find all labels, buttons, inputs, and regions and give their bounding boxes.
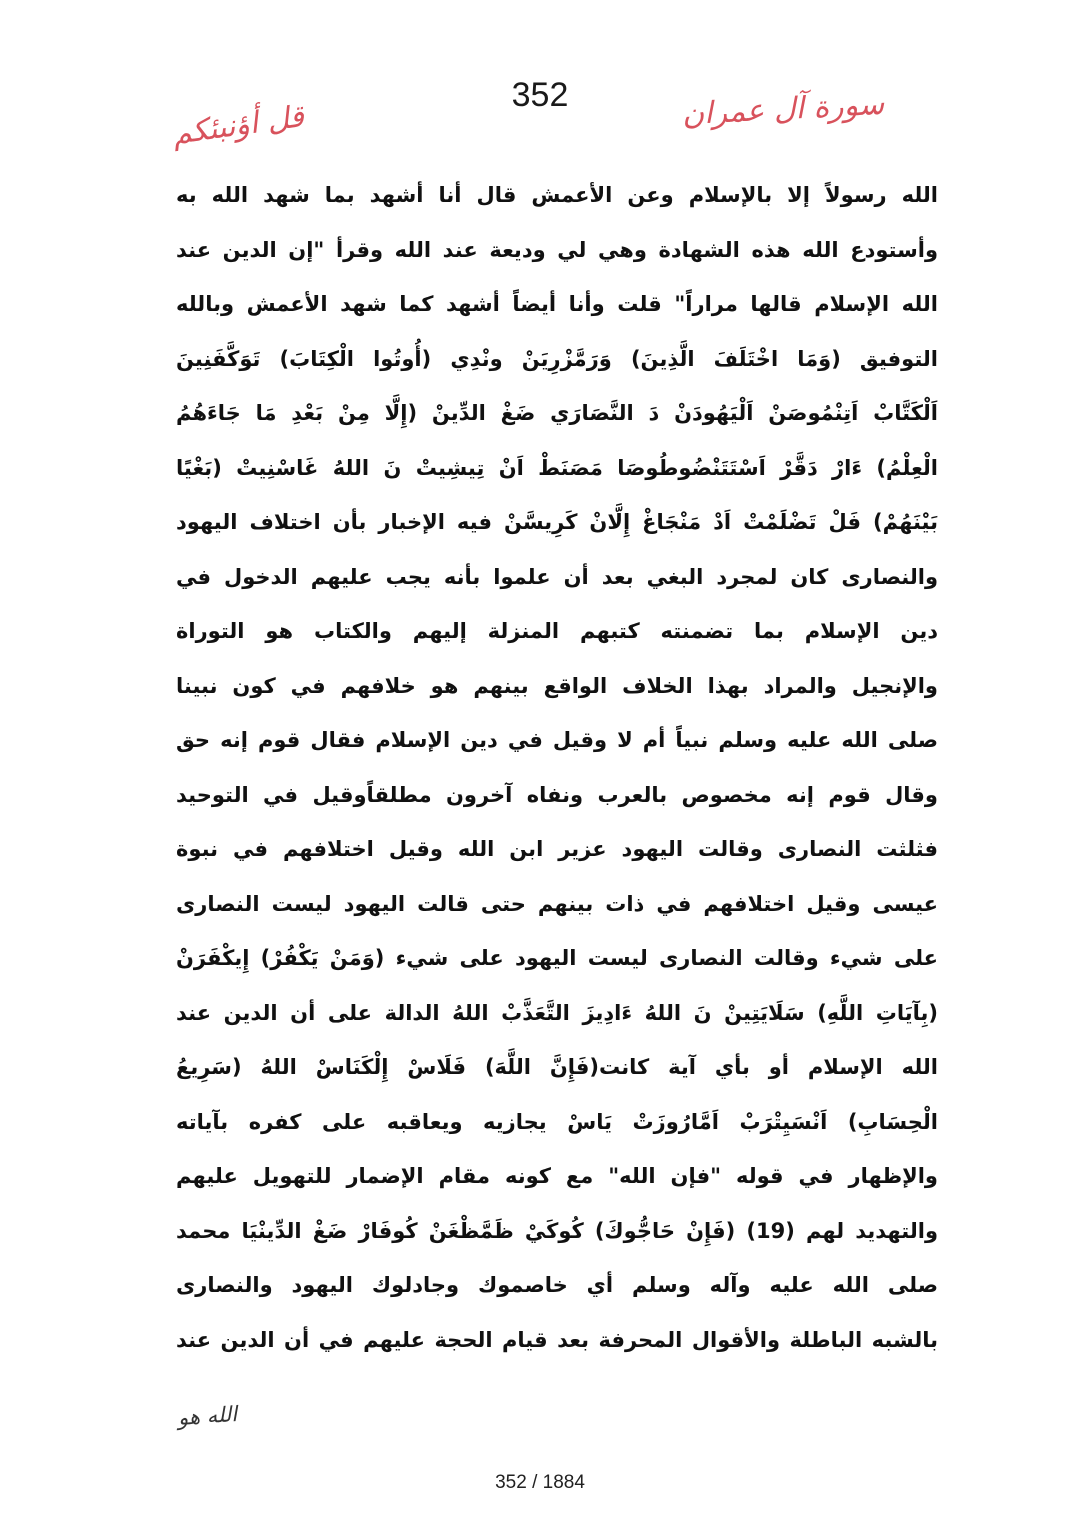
text-line: والإنجيل والمراد بهذا الخلاف الواقع بينهم هو خلافهم في كون نبينا bbox=[176, 673, 938, 698]
page-counter: 352 / 1884 bbox=[495, 1472, 585, 1493]
margin-note-surah: سورة آل عمران bbox=[681, 86, 885, 133]
text-line: وأستودع الله هذه الشهادة وهي لي وديعة عند الله وقرأ "إن الدين عند bbox=[176, 237, 938, 262]
text-line: والنصارى كان لمجرد البغي بعد أن علموا بأنه يجب عليهم الدخول في bbox=[176, 564, 938, 589]
text-line: الله الإسلام قالها مراراً" قلت وأنا أيضاً أشهد كما شهد الأعمش وبالله bbox=[176, 292, 938, 316]
text-line: صلى الله عليه وآله وسلم أي خاصموك وجادلوك اليهود والنصارى bbox=[176, 1273, 938, 1297]
text-line: والتهديد لهم (19) (فَإِنْ حَاجُّوكَ) كُوكَيْ ظَمَّظْغَنْ كُوفَارْ ضَغْ الدِّينْيَا محمد bbox=[176, 1218, 938, 1243]
text-line: (بِآيَاتِ اللَّهِ) سَلَايَتِينْ نَ اللهُ ءَادِيزَ التَّعَذَّبْ اللهُ الدالة على أن الدين عند bbox=[176, 1000, 938, 1025]
text-line: الْعِلْمُ) ءَارْ دَقَّرْ اَسْتَتَنْضُوطُوصَا مَصَنَطْ اَنْ تِيشِيتْ نَ اللهُ غَاسْنِيتْ (بَغْيًا bbox=[176, 455, 938, 480]
margin-note-verse: قل أؤنبئكم bbox=[170, 98, 307, 153]
text-line: الْحِسَابِ) اَنْسَيِتْرَبْ اَمَّارُوزَتْ يَاسْ يجازيه ويعاقبه على كفره بآياته bbox=[176, 1109, 938, 1134]
page-number: 352 bbox=[511, 76, 569, 114]
text-line: دين الإسلام بما تضمنته كتبهم المنزلة إليهم والكتاب هو التوراة bbox=[176, 619, 938, 643]
text-line: اَلْكَتَّابْ اَتِنْمُوصَنْ اَلْيَهُودَنْ دَ النَّصَارَي ضَغْ الدِّينْ (إِلَّا مِنْ بَعْدِ مَا جَاءَهُمُ bbox=[176, 401, 938, 425]
text-line: وقال قوم إنه مخصوص بالعرب ونفاه آخرون مطلقاًوقيل في التوحيد bbox=[176, 782, 938, 807]
page-body-text bbox=[176, 168, 938, 1396]
text-line: والإظهار في قوله "فإن الله" مع كونه مقام الإضمار للتهويل عليهم bbox=[176, 1164, 938, 1188]
text-line: بَيْنَهُمْ) فَلْ تَضْلَمْتْ اَدْ مَنْجَاغْ إِلَّانْ كَرِيسَّنْ فيه الإخبار بأن اختلاف اليهود bbox=[176, 510, 938, 534]
text-line: التوفيق (وَمَا اخْتَلَفَ الَّذِينَ) وَرَمَّزْرِيَنْ ونْدِي (أُوتُوا الْكِتَابَ) تَوَكَّفَنِينَ bbox=[176, 346, 938, 371]
text-line: على شيء وقالت النصارى ليست اليهود على شيء (وَمَنْ يَكْفُرْ) إِيكْفَرَنْ bbox=[176, 946, 938, 970]
text-line: الله رسولاً إلا بالإسلام وعن الأعمش قال أنا أشهد بما شهد الله به bbox=[176, 183, 938, 207]
text-line: بالشبه الباطلة والأقوال المحرفة بعد قيام الحجة عليهم في أن الدين عند bbox=[176, 1327, 938, 1352]
text-line: عيسى وقيل اختلافهم في ذات بينهم حتى قالت اليهود ليست النصارى bbox=[176, 891, 938, 916]
text-line: فثلثت النصارى وقالت اليهود عزير ابن الله وقيل اختلافهم في نبوة bbox=[176, 837, 938, 861]
text-line: الله الإسلام أو بأي آية كانت(فَإِنَّ اللَّهَ) فَلَاسْ إِلْكَنَاسْ اللهُ (سَرِيعُ bbox=[176, 1055, 938, 1079]
bottom-handwritten-note: الله هو bbox=[177, 1401, 238, 1431]
text-line: صلى الله عليه وسلم نبياً أم لا وقيل في دين الإسلام فقال قوم إنه حق bbox=[176, 728, 938, 752]
